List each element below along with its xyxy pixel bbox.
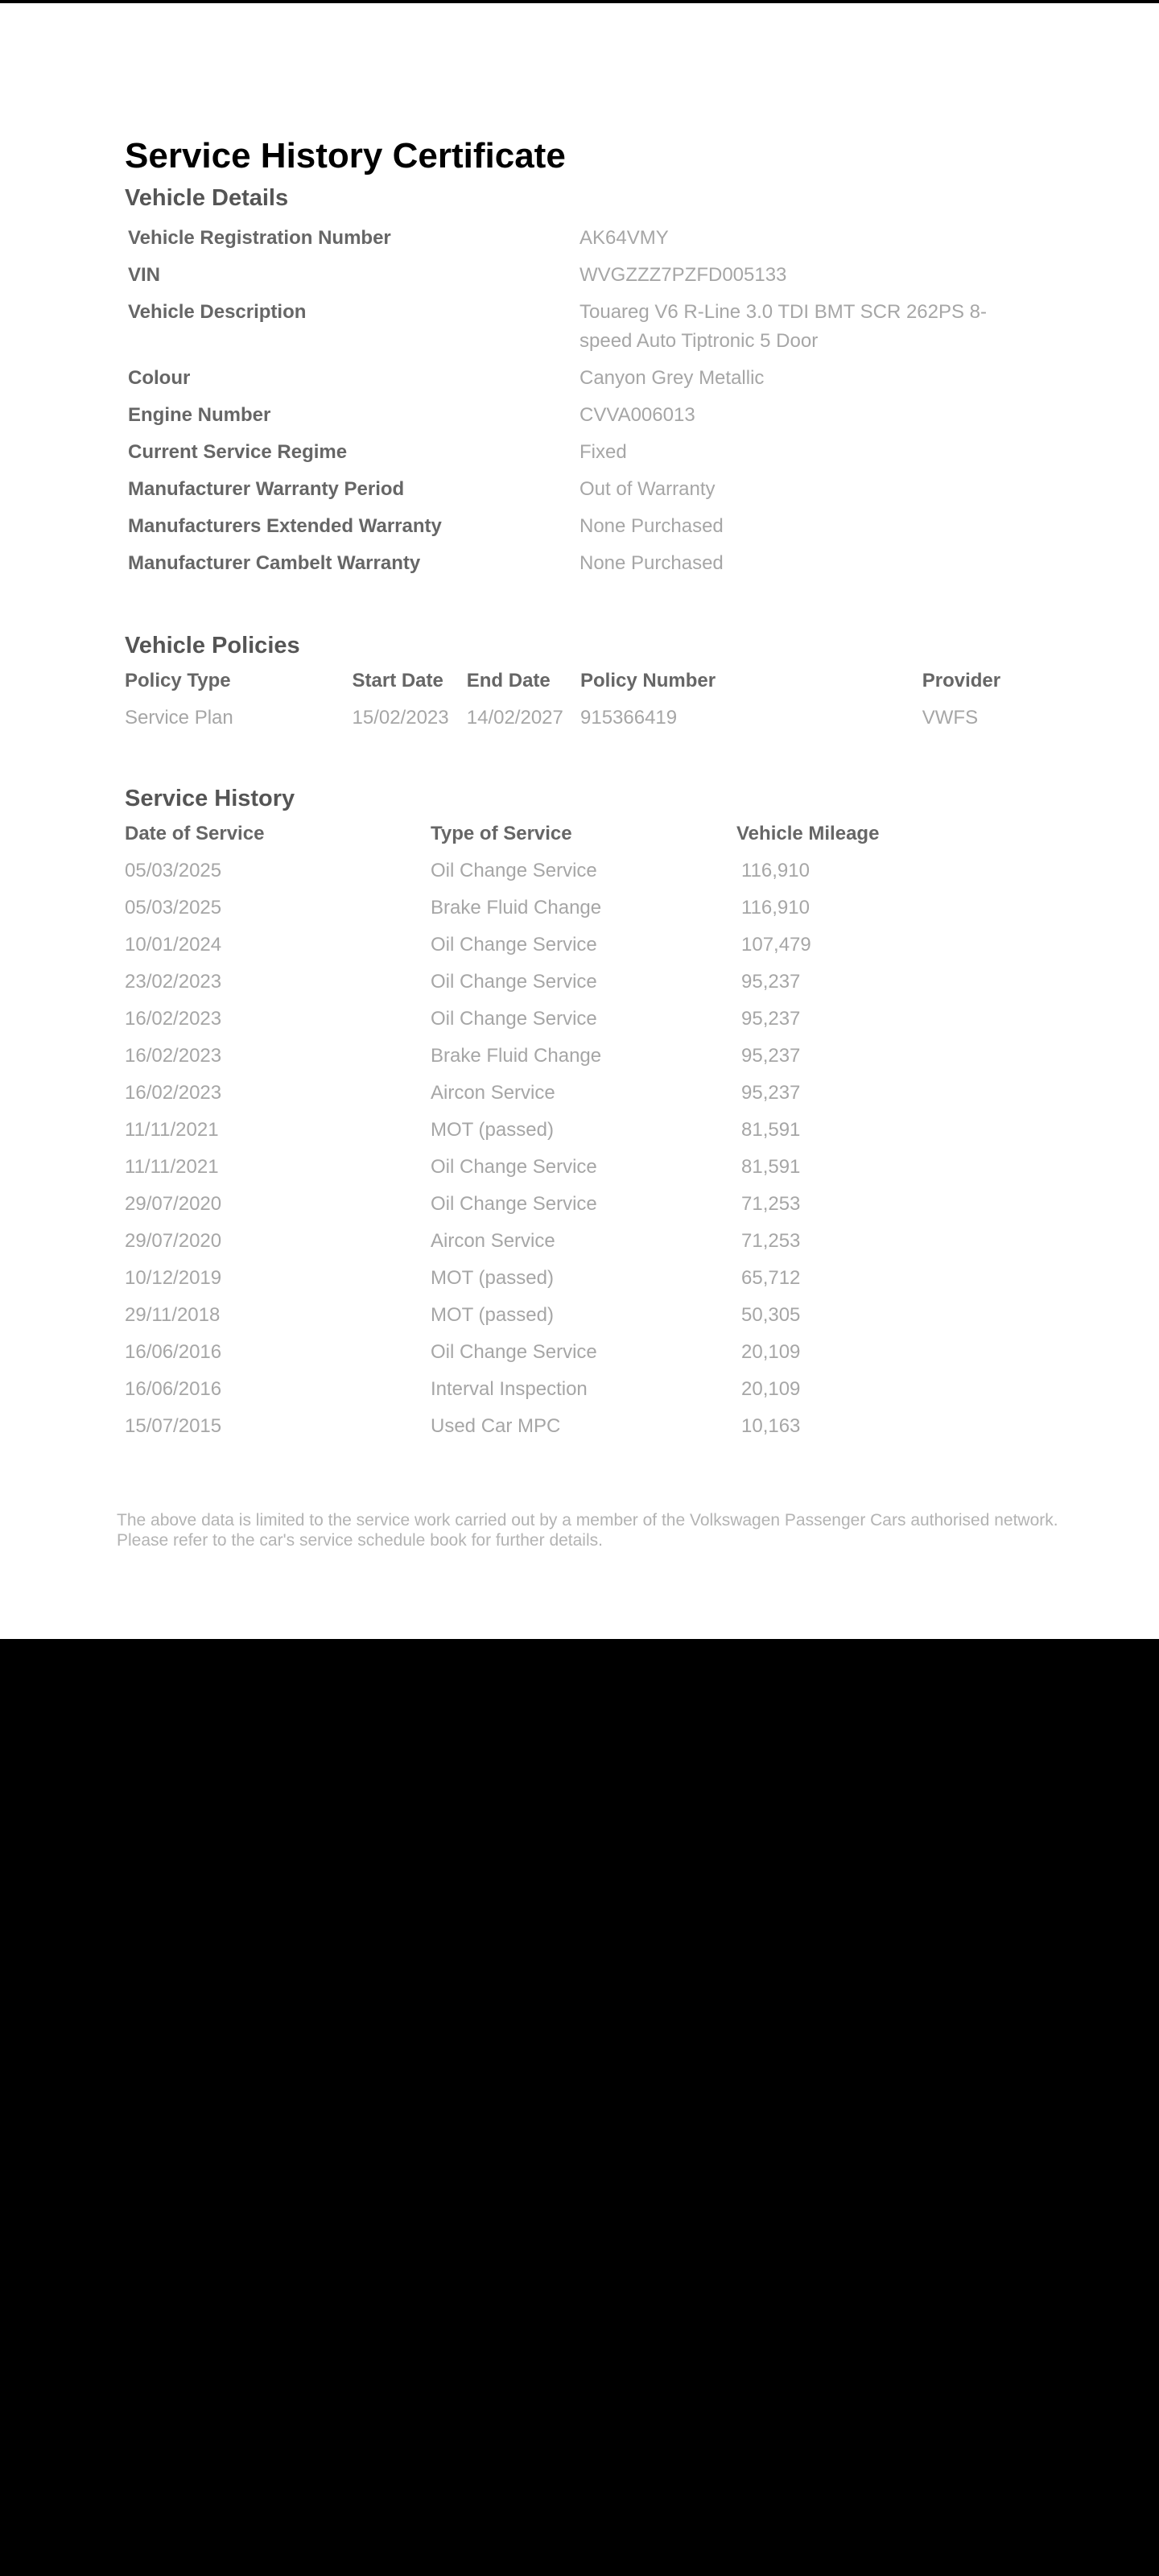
table-row [125, 1116, 1034, 1145]
policy-row [125, 704, 1034, 733]
service-date: 15/07/2015 [125, 1415, 222, 1437]
service-history-heading: Service History [125, 786, 295, 811]
detail-value: None Purchased [580, 515, 724, 537]
detail-label: Engine Number [128, 404, 271, 426]
service-history-section [125, 782, 1034, 1441]
service-type: Brake Fluid Change [431, 897, 602, 919]
service-mileage: 20,109 [741, 1378, 801, 1400]
footnote-line: Please refer to the car's service schedule book for further details. [117, 1531, 603, 1550]
vehicle-details-section [125, 182, 1034, 578]
service-type: Interval Inspection [431, 1378, 588, 1400]
detail-label: Manufacturers Extended Warranty [128, 515, 442, 537]
table-row [125, 931, 1034, 960]
service-mileage: 50,305 [741, 1304, 801, 1326]
service-type: MOT (passed) [431, 1119, 554, 1141]
table-row [125, 857, 1034, 886]
service-date: 10/01/2024 [125, 934, 222, 956]
table-row [125, 1301, 1034, 1330]
detail-label: Current Service Regime [128, 441, 348, 463]
service-date: 11/11/2021 [125, 1156, 219, 1178]
detail-label: Colour [128, 367, 191, 389]
service-type: Oil Change Service [431, 934, 597, 956]
footnote [117, 1510, 1123, 1550]
detail-value: CVVA006013 [580, 404, 695, 426]
service-mileage: 116,910 [741, 897, 810, 919]
detail-label: VIN [128, 264, 161, 286]
policy-provider: VWFS [922, 707, 979, 729]
service-type: Aircon Service [431, 1230, 555, 1252]
service-mileage: 95,237 [741, 1045, 801, 1067]
detail-value: Out of Warranty [580, 478, 716, 500]
detail-row-vin [125, 261, 1034, 290]
column-header-type: Type of Service [431, 823, 572, 844]
detail-label: Vehicle Registration Number [128, 227, 391, 249]
service-date: 23/02/2023 [125, 971, 222, 993]
service-mileage: 81,591 [741, 1119, 801, 1141]
column-header-policy-number: Policy Number [580, 670, 716, 691]
certificate-content [125, 132, 1034, 1441]
column-header-start-date: Start Date [352, 670, 443, 691]
table-row [125, 1042, 1034, 1071]
service-date: 29/11/2018 [125, 1304, 221, 1326]
table-row [125, 1338, 1034, 1367]
detail-row-warranty-period [125, 475, 1034, 504]
policy-number: 915366419 [580, 707, 678, 729]
page-title: Service History Certificate [125, 136, 566, 175]
table-row [125, 1190, 1034, 1219]
column-header-date: Date of Service [125, 823, 265, 844]
service-type: Brake Fluid Change [431, 1045, 602, 1067]
service-mileage: 81,591 [741, 1156, 801, 1178]
table-row [125, 968, 1034, 997]
detail-value: None Purchased [580, 552, 724, 574]
service-date: 16/02/2023 [125, 1082, 222, 1104]
column-header-end-date: End Date [466, 670, 551, 691]
detail-label: Manufacturer Warranty Period [128, 478, 405, 500]
service-date: 29/07/2020 [125, 1230, 222, 1252]
vehicle-details-list [125, 224, 1034, 578]
vehicle-details-heading: Vehicle Details [125, 185, 289, 211]
table-row [125, 1412, 1034, 1441]
detail-value: Fixed [580, 441, 627, 463]
policy-end-date: 14/02/2027 [466, 707, 563, 729]
service-date: 29/07/2020 [125, 1193, 222, 1215]
service-date: 05/03/2025 [125, 897, 222, 919]
footnote-line: The above data is limited to the service work carried out by a member of the Volkswagen Passenger Cars authorised network. [117, 1511, 1058, 1530]
detail-row-registration [125, 224, 1034, 253]
service-type: Aircon Service [431, 1082, 555, 1104]
service-type: Oil Change Service [431, 1008, 597, 1030]
history-rows [125, 857, 1034, 1441]
detail-value: WVGZZZ7PZFD005133 [580, 264, 787, 286]
service-type: Used Car MPC [431, 1415, 561, 1437]
service-mileage: 116,910 [741, 860, 810, 881]
history-header-row [125, 819, 1034, 848]
column-header-policy-type: Policy Type [125, 670, 231, 691]
table-row [125, 1375, 1034, 1404]
certificate-page [0, 3, 1159, 1639]
column-header-provider: Provider [922, 670, 1001, 691]
service-mileage: 71,253 [741, 1230, 801, 1252]
service-type: Oil Change Service [431, 1341, 597, 1363]
service-mileage: 95,237 [741, 1008, 801, 1030]
service-date: 16/06/2016 [125, 1378, 222, 1400]
service-mileage: 95,237 [741, 971, 801, 993]
service-date: 11/11/2021 [125, 1119, 219, 1141]
service-mileage: 107,479 [741, 934, 811, 956]
table-row [125, 1153, 1034, 1182]
column-header-mileage: Vehicle Mileage [736, 823, 880, 844]
service-type: Oil Change Service [431, 1156, 597, 1178]
detail-row-extended-warranty [125, 512, 1034, 541]
detail-label: Vehicle Description [128, 301, 307, 323]
policy-start-date: 15/02/2023 [352, 707, 449, 729]
table-row [125, 1079, 1034, 1108]
vehicle-policies-heading: Vehicle Policies [125, 633, 300, 658]
service-date: 16/02/2023 [125, 1045, 222, 1067]
detail-value: AK64VMY [580, 227, 669, 249]
policies-header-row [125, 667, 1034, 696]
service-date: 05/03/2025 [125, 860, 222, 881]
vehicle-policies-section [125, 630, 1034, 733]
service-type: Oil Change Service [431, 971, 597, 993]
service-type: MOT (passed) [431, 1304, 554, 1326]
detail-label: Manufacturer Cambelt Warranty [128, 552, 421, 574]
detail-row-service-regime [125, 438, 1034, 467]
table-row [125, 894, 1034, 923]
service-date: 16/02/2023 [125, 1008, 222, 1030]
table-row [125, 1227, 1034, 1256]
table-row [125, 1005, 1034, 1034]
service-type: Oil Change Service [431, 860, 597, 881]
service-date: 10/12/2019 [125, 1267, 222, 1289]
service-mileage: 10,163 [741, 1415, 801, 1437]
service-type: MOT (passed) [431, 1267, 554, 1289]
service-date: 16/06/2016 [125, 1341, 222, 1363]
policy-type: Service Plan [125, 707, 233, 729]
detail-value: Canyon Grey Metallic [580, 367, 765, 389]
detail-row-colour [125, 364, 1034, 393]
table-row [125, 1264, 1034, 1293]
detail-row-description [125, 298, 1034, 356]
service-type: Oil Change Service [431, 1193, 597, 1215]
detail-value: Touareg V6 R-Line 3.0 TDI BMT SCR 262PS 8-speed Auto Tiptronic 5 Door [580, 301, 988, 352]
detail-row-engine-number [125, 401, 1034, 430]
service-mileage: 95,237 [741, 1082, 801, 1104]
service-mileage: 20,109 [741, 1341, 801, 1363]
detail-row-cambelt-warranty [125, 549, 1034, 578]
service-mileage: 65,712 [741, 1267, 801, 1289]
service-mileage: 71,253 [741, 1193, 801, 1215]
